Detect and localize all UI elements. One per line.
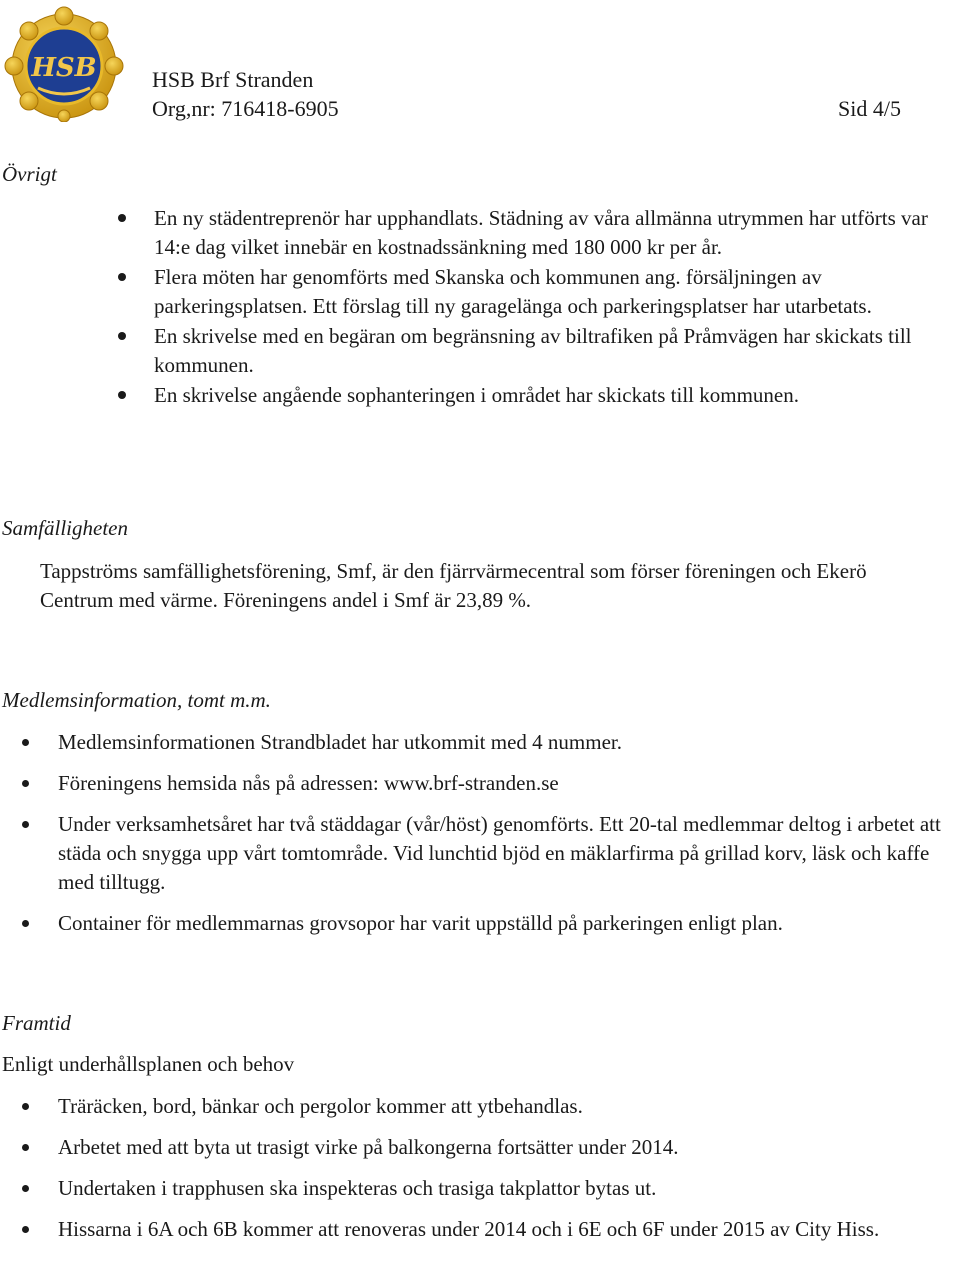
bullet-icon	[118, 391, 126, 399]
list-item: Hissarna i 6A och 6B kommer att renoveras under 2014 och i 6E och 6F under 2015 av City Hiss.	[58, 1215, 948, 1244]
org-number: Org,nr: 716418-6905	[152, 96, 339, 121]
list-item: En ny städentreprenör har upphandlats. Städning av våra allmänna utrymmen har utförts var 14:e dag vilket innebär en kostnadssänkning med 180 000 kr per år.	[154, 204, 960, 262]
bullet-icon	[118, 273, 126, 281]
list-item: Under verksamhetsåret har två städdagar (vår/höst) genomförts. Ett 20-tal medlemmar deltog i arbetet att städa och snygga upp vårt tomtområde. Vid lunchtid bjöd en mäklarfirma på grillad korv, läsk och kaffe med tilltugg.	[58, 810, 948, 897]
framtid-list	[58, 1092, 948, 1256]
logo-text: HSB	[31, 53, 97, 83]
section-heading-framtid: Framtid	[2, 1011, 71, 1035]
bullet-icon	[118, 214, 126, 222]
bullet-icon	[22, 1144, 29, 1151]
bullet-icon	[22, 821, 29, 828]
list-item: Träräcken, bord, bänkar och pergolor kommer att ytbehandlas.	[58, 1092, 948, 1121]
bullet-icon	[22, 1103, 29, 1110]
ovrigt-list	[154, 204, 960, 411]
bullet-icon	[22, 1226, 29, 1233]
list-item: Undertaken i trapphusen ska inspekteras och trasiga takplattor bytas ut.	[58, 1174, 948, 1203]
list-item: Medlemsinformationen Strandbladet har utkommit med 4 nummer.	[58, 728, 948, 757]
org-name: HSB Brf Stranden	[152, 67, 314, 92]
list-item: Föreningens hemsida nås på adressen: www.brf-stranden.se	[58, 769, 948, 798]
section-heading-samfalligheten: Samfälligheten	[2, 516, 128, 540]
bullet-icon	[22, 920, 29, 927]
list-item: En skrivelse angående sophanteringen i området har skickats till kommunen.	[154, 381, 960, 410]
bullet-icon	[22, 1185, 29, 1192]
samfalligheten-text: Tappströms samfällighetsförening, Smf, är den fjärrvärmecentral som förser föreningen och Ekerö Centrum med värme. Föreningens andel i Smf är 23,89 %.	[40, 559, 867, 612]
framtid-intro: Enligt underhållsplanen och behov	[2, 1052, 295, 1076]
bullet-icon	[118, 332, 126, 340]
bullet-icon	[22, 739, 29, 746]
bullet-icon	[22, 780, 29, 787]
list-item: Container för medlemmarnas grovsopor har varit uppställd på parkeringen enligt plan.	[58, 909, 948, 938]
section-heading-medlemsinformation: Medlemsinformation, tomt m.m.	[2, 688, 271, 712]
list-item: Flera möten har genomförts med Skanska och kommunen ang. försäljningen av parkeringsplatsen. Ett förslag till ny garagelänga och parkeringsplatser har utarbetats.	[154, 263, 960, 321]
section-heading-ovrigt: Övrigt	[2, 162, 57, 186]
medlemsinformation-list	[58, 728, 948, 950]
hsb-logo	[4, 4, 124, 122]
list-item: En skrivelse med en begäran om begränsning av biltrafiken på Pråmvägen har skickats till kommunen.	[154, 322, 960, 380]
page-number: Sid 4/5	[838, 96, 901, 121]
list-item: Arbetet med att byta ut trasigt virke på balkongerna fortsätter under 2014.	[58, 1133, 948, 1162]
